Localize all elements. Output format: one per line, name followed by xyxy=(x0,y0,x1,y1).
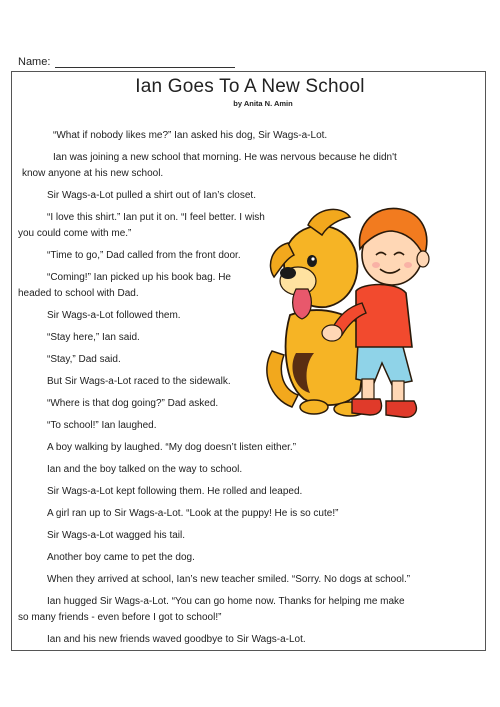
story-paragraph-continued: headed to school with Dad. xyxy=(18,288,139,299)
story-paragraph: “To school!” Ian laughed. xyxy=(47,420,157,431)
story-paragraph: Sir Wags-a-Lot wagged his tail. xyxy=(47,530,186,541)
name-label: Name: xyxy=(18,56,51,68)
story-paragraph: “Time to go,” Dad called from the front door. xyxy=(47,250,241,261)
author-byline: by Anita N. Amin xyxy=(233,99,293,108)
name-blank-line xyxy=(55,57,235,68)
story-paragraph: Sir Wags-a-Lot followed them. xyxy=(47,310,181,321)
story-paragraph: Sir Wags-a-Lot pulled a shirt out of Ian’s closet. xyxy=(47,190,256,201)
name-row xyxy=(18,56,235,68)
story-paragraph: “Coming!” Ian picked up his book bag. He xyxy=(47,272,231,283)
story-paragraph: A girl ran up to Sir Wags-a-Lot. “Look at the puppy! He is so cute!” xyxy=(47,508,339,519)
boy-hugging-dog-illustration xyxy=(252,203,444,441)
story-paragraph-continued: know anyone at his new school. xyxy=(22,168,164,179)
story-paragraph: Sir Wags-a-Lot kept following them. He rolled and leaped. xyxy=(47,486,303,497)
story-paragraph: “What if nobody likes me?” Ian asked his dog, Sir Wags-a-Lot. xyxy=(53,130,328,141)
story-paragraph: “Where is that dog going?” Dad asked. xyxy=(47,398,219,409)
story-paragraph: “Stay,” Dad said. xyxy=(47,354,121,365)
story-paragraph: Ian and his new friends waved goodbye to Sir Wags-a-Lot. xyxy=(47,634,306,645)
story-paragraph: Ian and the boy talked on the way to school. xyxy=(47,464,243,475)
story-paragraph: Ian was joining a new school that morning. He was nervous because he didn't xyxy=(53,152,397,163)
story-paragraph: When they arrived at school, Ian’s new teacher smiled. “Sorry. No dogs at school.” xyxy=(47,574,411,585)
story-paragraph: “Stay here,” Ian said. xyxy=(47,332,140,343)
story-paragraph-continued: so many friends - even before I got to school!” xyxy=(18,612,222,623)
story-paragraph-continued: you could come with me.” xyxy=(18,228,132,239)
story-paragraph: A boy walking by laughed. “My dog doesn’t listen either.” xyxy=(47,442,297,453)
story-paragraph: “I love this shirt.” Ian put it on. “I feel better. I wish xyxy=(47,212,265,223)
story-paragraph: Ian hugged Sir Wags-a-Lot. “You can go home now. Thanks for helping me make xyxy=(47,596,405,607)
page-title: Ian Goes To A New School xyxy=(135,76,365,97)
story-paragraph: But Sir Wags-a-Lot raced to the sidewalk. xyxy=(47,376,231,387)
story-paragraph: Another boy came to pet the dog. xyxy=(47,552,195,563)
